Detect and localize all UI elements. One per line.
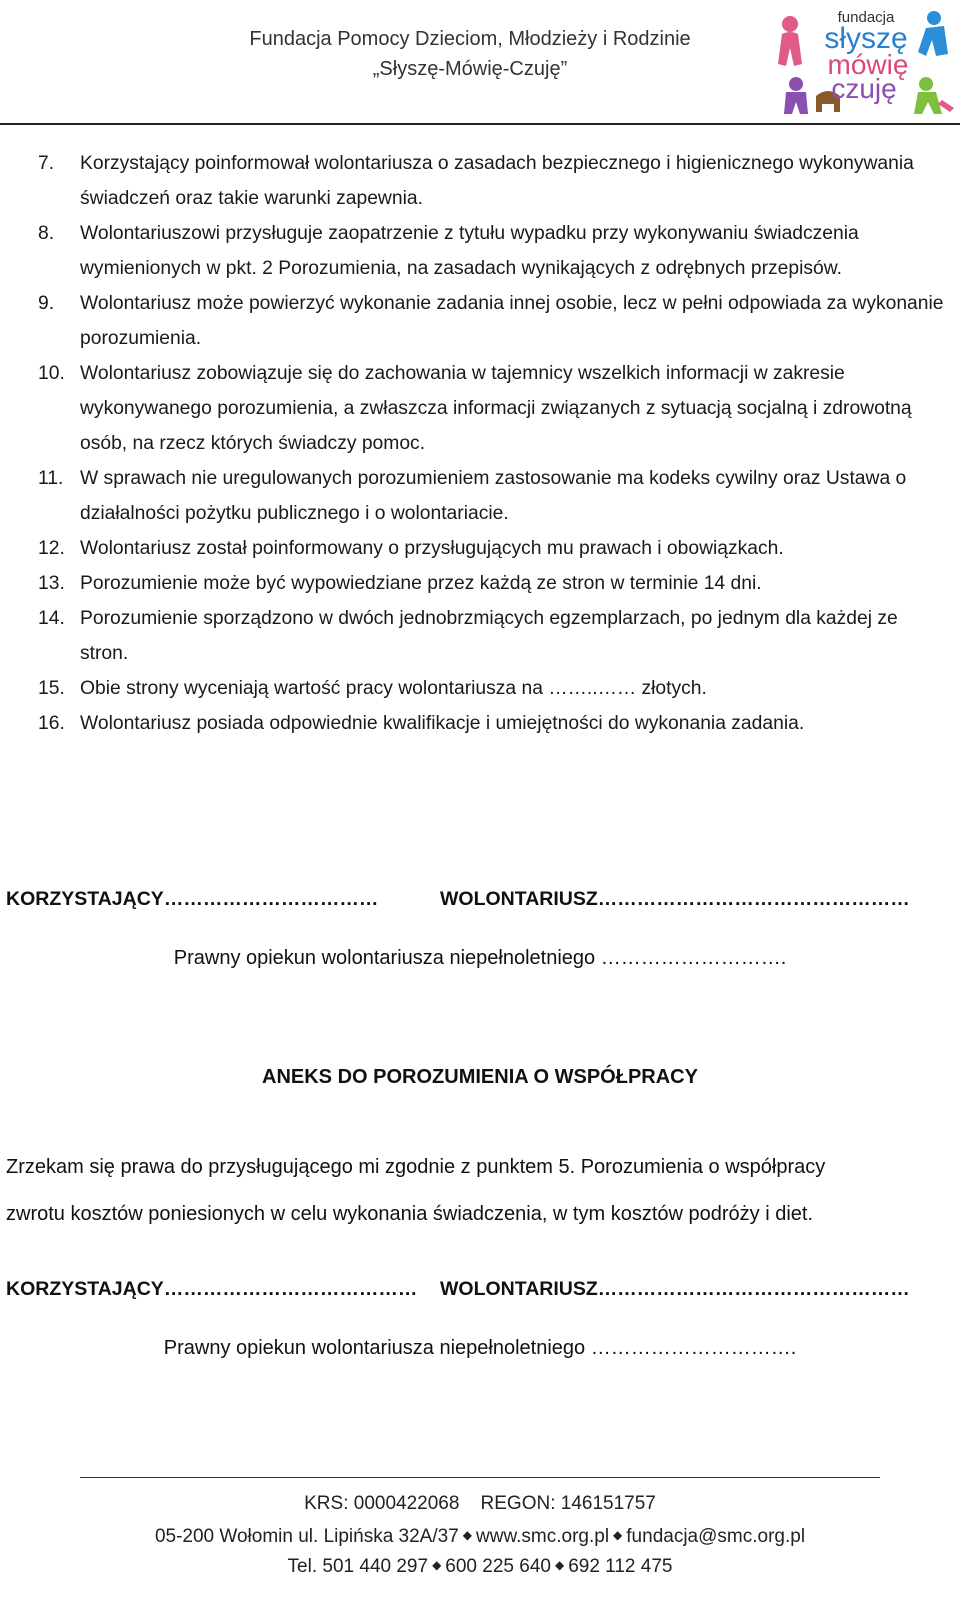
item-text: Korzystający poinformował wolontariusza o zasadach bezpiecznego i higienicznego wykonywania świadczeń oraz takie warunki zapewnia. [80, 153, 914, 209]
list-item [38, 286, 950, 356]
annex-text-line1: Zrzekam się prawa do przysługującego mi zgodnie z punktem 5. Porozumienia o współpracy [6, 1156, 826, 1178]
diamond-icon: ◆ [613, 1528, 623, 1542]
item-text: W sprawach nie uregulowanych porozumieniem zastosowanie ma kodeks cywilny oraz Ustawa o działalności pożytku publicznego i o wolontariacie. [80, 468, 907, 524]
item-text: Porozumienie może być wypowiedziane przez każdą ze stron w terminie 14 dni. [80, 573, 762, 594]
item-number: 9. [38, 293, 55, 314]
signature-row-1 [0, 888, 960, 918]
footer-website[interactable]: www.smc.org.pl [476, 1526, 610, 1547]
item-text: Wolontariusz posiada odpowiednie kwalifikacje i umiejętności do wykonania zadania. [80, 713, 805, 734]
diamond-icon: ◆ [554, 1558, 565, 1572]
diamond-icon: ◆ [432, 1558, 442, 1572]
annex-title: ANEKS DO POROZUMIENIA O WSPÓŁPRACY [262, 1066, 698, 1088]
list-item [38, 671, 950, 706]
signature-wolontariusz: WOLONTARIUSZ………………………………………… [440, 888, 910, 910]
list-item [38, 146, 950, 216]
signature-korzystajacy: KORZYSTAJĄCY…………………………… [6, 888, 379, 910]
footer-phone-1: Tel. 501 440 297 [287, 1556, 429, 1577]
item-number: 15. [38, 678, 65, 699]
item-text: Wolontariusz został poinformowany o przysługujących mu prawach i obowiązkach. [80, 538, 784, 559]
item-number: 14. [38, 608, 65, 629]
annex-text-line2: zwrotu kosztów poniesionych w celu wykonania świadczenia, w tym kosztów podróży i diet. [6, 1203, 814, 1225]
page-header [0, 0, 960, 126]
signature-korzystajacy: KORZYSTAJĄCY………………………………… [6, 1278, 418, 1300]
logo-word1: słyszę [824, 22, 908, 55]
list-item [38, 566, 950, 601]
org-name-line1: Fundacja Pomocy Dzieciom, Młodzieży i Rodzinie [249, 28, 691, 50]
list-item [38, 461, 950, 531]
footer-divider [80, 1477, 880, 1478]
signature-row-2 [0, 1278, 960, 1308]
footer-address: 05-200 Wołomin ul. Lipińska 32A/37 [154, 1526, 459, 1547]
footer-phones [0, 1556, 960, 1578]
item-number: 10. [38, 363, 65, 384]
footer-registry: KRS: 0000422068 REGON: 146151757 [304, 1493, 656, 1514]
guardian-signature-1: Prawny opiekun wolontariusza niepełnoletniego ………………………. [173, 947, 787, 969]
item-text: Porozumienie sporządzono w dwóch jednobrzmiących egzemplarzach, po jednym dla każdej ze stron. [80, 608, 898, 664]
item-number: 11. [38, 468, 64, 489]
item-text: Obie strony wyceniają wartość pracy wolontariusza na ……..…… złotych. [80, 678, 707, 699]
footer-phone-2: 600 225 640 [445, 1556, 551, 1577]
item-number: 16. [38, 713, 65, 734]
list-item [38, 601, 950, 671]
item-text: Wolontariusz może powierzyć wykonanie zadania innej osobie, lecz w pełni odpowiada za wykonanie porozumienia. [80, 293, 944, 349]
item-number: 13. [38, 573, 65, 594]
item-text: Wolontariusz zobowiązuje się do zachowania w tajemnicy wszelkich informacji w zakresie wykonywanego porozumienia, a zwłaszcza informacji związanych z sytuacją socjalną i zdrowotną osób, na rzecz których świadczy pomoc. [80, 363, 912, 454]
item-text: Wolontariuszowi przysługuje zaopatrzenie z tytułu wypadku przy wykonywaniu świadczenia wymienionych w pkt. 2 Porozumienia, na zasadach wynikających z odrębnych przepisów. [80, 223, 859, 279]
item-number: 12. [38, 538, 65, 559]
header-divider [0, 123, 960, 125]
signature-wolontariusz: WOLONTARIUSZ………………………………………… [440, 1278, 910, 1300]
diamond-icon: ◆ [462, 1528, 473, 1542]
logo-word3: czuję [831, 73, 897, 104]
list-item [38, 706, 950, 741]
item-number: 7. [38, 153, 55, 174]
footer-phone-3: 692 112 475 [568, 1556, 673, 1577]
list-item [38, 216, 950, 286]
list-item [38, 531, 950, 566]
provisions-list [38, 146, 950, 741]
guardian-signature-2: Prawny opiekun wolontariusza niepełnoletniego …………………………. [163, 1337, 797, 1359]
foundation-logo [776, 4, 956, 118]
footer-email[interactable]: fundacja@smc.org.pl [626, 1526, 806, 1547]
footer-contact [0, 1526, 960, 1548]
logo-word-top: fundacja [837, 9, 895, 26]
logo-word2: mówię [827, 49, 909, 80]
list-item [38, 356, 950, 461]
org-name-line2: „Słyszę-Mówię-Czuję” [372, 58, 568, 80]
item-number: 8. [38, 223, 55, 244]
